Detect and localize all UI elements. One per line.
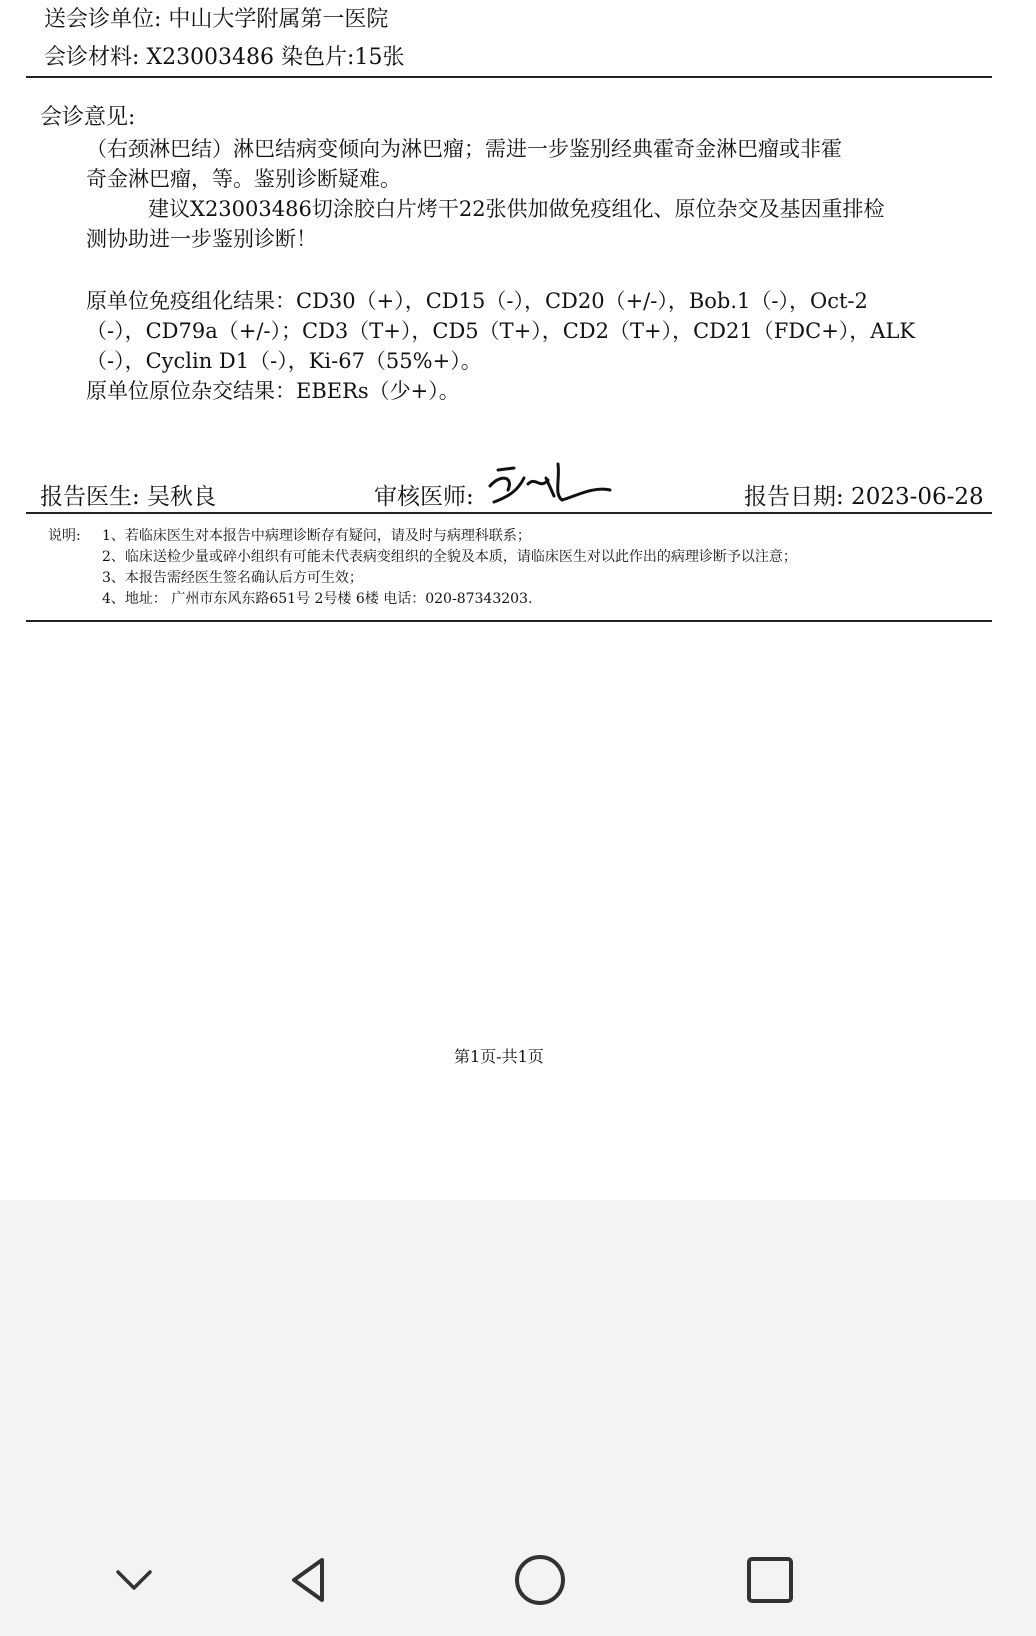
- chevron-down-icon: [110, 1556, 158, 1604]
- ish-result: 原单位原位杂交结果：EBERs（少+）。: [86, 379, 460, 403]
- consult-material: 会诊材料: X23003486 染色片:15张: [44, 45, 405, 70]
- sender-unit: 送会诊单位: 中山大学附属第一医院: [44, 7, 389, 32]
- recents-button[interactable]: [730, 1540, 810, 1620]
- opinion-line: 测协助进一步鉴别诊断！: [86, 227, 317, 251]
- signature: [484, 456, 614, 514]
- ihc-result: 原单位免疫组化结果：CD30（+），CD15（-），CD20（+/-），Bob.1（-），Oct-2: [86, 289, 868, 313]
- report-date: 报告日期: 2023-06-28: [744, 484, 984, 510]
- reviewer-label: 审核医师:: [374, 484, 474, 510]
- note-item: 3、本报告需经医生签名确认后方可生效；: [102, 570, 363, 586]
- notes-prefix: 说明:: [48, 528, 81, 544]
- note-item: 1、若临床医生对本报告中病理诊断存有疑问，请及时与病理科联系；: [102, 528, 531, 544]
- report-doctor: 报告医生: 吴秋良: [40, 484, 217, 510]
- opinion-line: （右颈淋巴结）淋巴结病变倾向为淋巴瘤；需进一步鉴别经典霍奇金淋巴瘤或非霍: [86, 137, 842, 161]
- divider: [26, 512, 992, 514]
- ihc-result: （-），Cyclin D1（-），Ki-67（55%+）。: [86, 349, 482, 373]
- ihc-result: （-），CD79a（+/-）；CD3（T+），CD5（T+），CD2（T+），CD21（FDC+），ALK: [86, 319, 916, 343]
- opinion-title: 会诊意见:: [40, 105, 136, 130]
- opinion-line: 建议X23003486切涂胶白片烤干22张供加做免疫组化、原位杂交及基因重排检: [148, 197, 885, 221]
- back-icon: [282, 1552, 338, 1608]
- recents-icon: [744, 1554, 796, 1606]
- note-item: 4、地址： 广州市东风东路651号 2号楼 6楼 电话：020-87343203.: [102, 591, 533, 607]
- home-button[interactable]: [500, 1540, 580, 1620]
- signature-strokes: [490, 464, 610, 502]
- divider: [26, 76, 992, 78]
- opinion-line: 奇金淋巴瘤，等。鉴别诊断疑难。: [86, 167, 401, 191]
- page-number: 第1页-共1页: [454, 1047, 544, 1066]
- home-icon: [512, 1552, 568, 1608]
- back-button[interactable]: [270, 1540, 350, 1620]
- collapse-button[interactable]: [94, 1540, 174, 1620]
- note-item: 2、临床送检少量或碎小组织有可能未代表病变组织的全貌及本质，请临床医生对以此作出的病理诊断予以注意；: [102, 549, 797, 565]
- divider: [26, 620, 992, 622]
